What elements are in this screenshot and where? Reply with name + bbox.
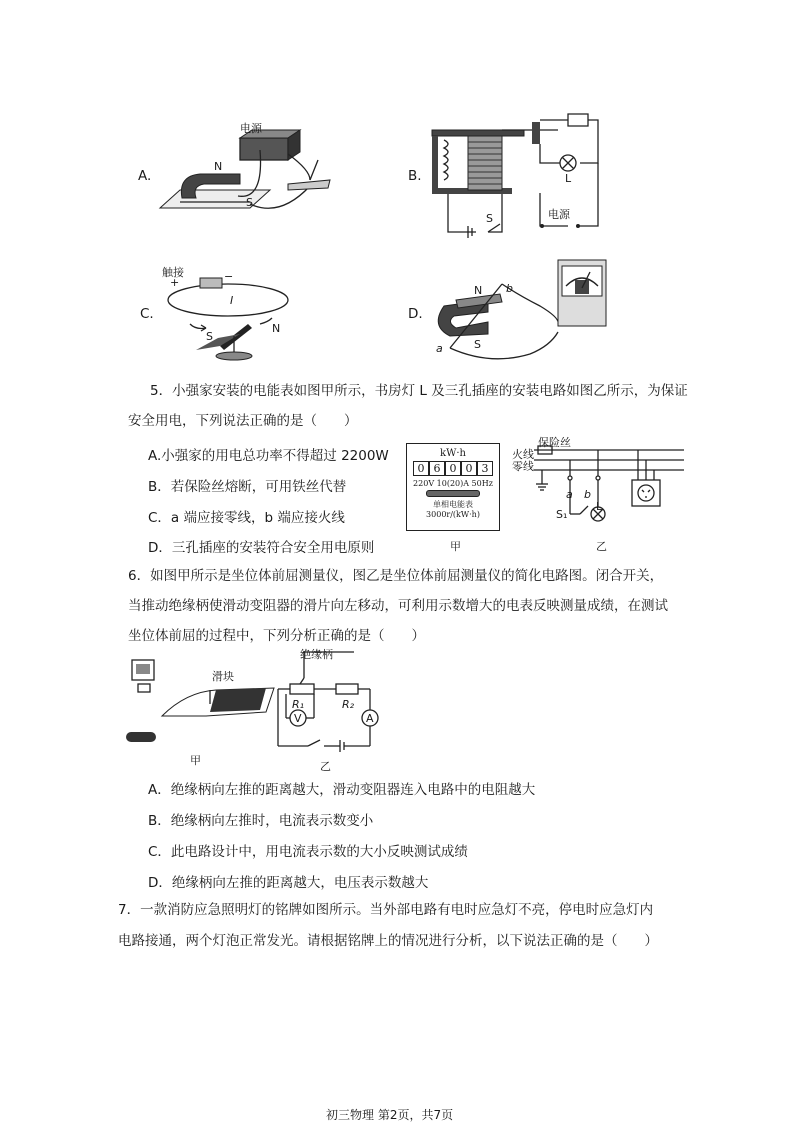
meter-spec: 220V 10(20)A 50Hz: [413, 479, 493, 488]
q6-label-jia: 甲: [190, 754, 201, 767]
meter-unit: kW·h: [440, 448, 466, 459]
meter-digit: 3: [477, 461, 493, 476]
fig-b-illustration: [428, 108, 608, 238]
meter-digit: 0: [445, 461, 461, 476]
q6-ammeter-label: A: [366, 712, 374, 725]
fig-c-current: I: [230, 294, 234, 307]
page-footer: 初三物理 第2页，共7页: [326, 1108, 454, 1122]
q6-label-yi: 乙: [320, 760, 331, 773]
q5-option-b: B．若保险丝熔断，可用铁丝代替: [148, 479, 347, 495]
circuit-neutral-label: 零线: [512, 460, 534, 473]
circuit-b-label: b: [584, 488, 591, 501]
q5-label-jia: 甲: [450, 540, 461, 553]
fig-b-switch: S: [486, 212, 493, 225]
q5-stem-line1: 5．小强家安装的电能表如图甲所示，书房灯 L 及三孔插座的安装电路如图乙所示，为保证: [150, 383, 688, 399]
fig-c-minus: −: [224, 270, 234, 283]
q6-option-a: A．绝缘柄向左推的距离越大，滑动变阻器连入电路中的电阻越大: [148, 782, 536, 798]
q6-option-c: C．此电路设计中，用电流表示数的大小反映测试成绩: [148, 844, 468, 860]
circuit-fuse-label: 保险丝: [538, 436, 571, 449]
fig-a-s: S: [246, 196, 253, 209]
q6-stem-line1: 6．如图甲所示是坐位体前屈测量仪，图乙是坐位体前屈测量仪的简化电路图。闭合开关，: [128, 568, 664, 584]
fig-d-a: a: [436, 342, 443, 355]
circuit-a-label: a: [566, 488, 573, 501]
meter-digit: 0: [461, 461, 477, 476]
q5-label-yi: 乙: [596, 540, 607, 553]
fig-a-power-label: 电源: [240, 122, 262, 135]
q6-r1-label: R₁: [292, 698, 305, 711]
q5-option-d: D．三孔插座的安装符合安全用电原则: [148, 540, 375, 556]
fig-d-s: S: [474, 338, 481, 351]
meter-digits: [407, 461, 499, 476]
fig-b-letter: B.: [408, 168, 422, 184]
fig-d-b: b: [506, 282, 513, 295]
q5-stem-line2: 安全用电，下列说法正确的是（ ）: [128, 413, 358, 429]
fig-d-illustration: [430, 256, 610, 366]
fig-a-letter: A.: [138, 168, 152, 184]
meter-digit: 6: [429, 461, 445, 476]
q5-household-circuit: [514, 440, 694, 530]
fig-c-letter: C.: [140, 306, 154, 322]
fig-c-plus: +: [170, 276, 180, 289]
fig-c-s: S: [206, 330, 213, 343]
fig-c-contact: 触接: [162, 266, 184, 279]
energy-meter: [406, 443, 500, 531]
q6-r2-label: R₂: [342, 698, 355, 711]
q6-stem-line2: 当推动绝缘柄使滑动变阻器的滑片向左移动，可利用示数增大的电表反映测量成绩，在测试: [128, 598, 668, 614]
circuit-l-label: L: [596, 500, 603, 513]
fig-b-power: 电源: [548, 208, 570, 221]
q5-option-a: A.小强家的用电总功率不得超过 2200W: [148, 448, 389, 464]
q6-handle-label: 绝缘柄: [300, 648, 333, 661]
circuit-live-label: 火线: [512, 448, 534, 461]
q6-stem-line3: 坐位体前屈的过程中，下列分析正确的是（ ）: [128, 628, 425, 644]
q6-option-d: D．绝缘柄向左推的距离越大，电压表示数越大: [148, 875, 429, 891]
q6-slider-label: 滑块: [212, 670, 234, 683]
q6-voltmeter-label: V: [294, 712, 302, 725]
meter-digit: 0: [413, 461, 429, 476]
q6-circuit: [270, 648, 380, 752]
meter-name: 单相电能表: [433, 500, 473, 509]
fig-d-letter: D.: [408, 306, 423, 322]
meter-disc: [426, 490, 480, 497]
fig-b-lamp: L: [565, 172, 572, 185]
fig-d-n: N: [474, 284, 483, 297]
q5-option-c: C．a 端应接零线，b 端应接火线: [148, 510, 345, 526]
q6-option-b: B．绝缘柄向左推时，电流表示数变小: [148, 813, 374, 829]
q7-stem-line1: 7．一款消防应急照明灯的铭牌如图所示。当外部电路有电时应急灯不亮，停电时应急灯内: [118, 902, 654, 918]
circuit-s1-label: S₁: [556, 508, 568, 521]
fig-a-n: N: [214, 160, 223, 173]
q6-measuring-device: [126, 656, 276, 746]
fig-c-n: N: [272, 322, 281, 335]
q7-stem-line2: 电路接通，两个灯泡正常发光。请根据铭牌上的情况进行分析，以下说法正确的是（ ）: [118, 933, 658, 949]
meter-rate: 3000r/(kW·h): [426, 510, 480, 519]
